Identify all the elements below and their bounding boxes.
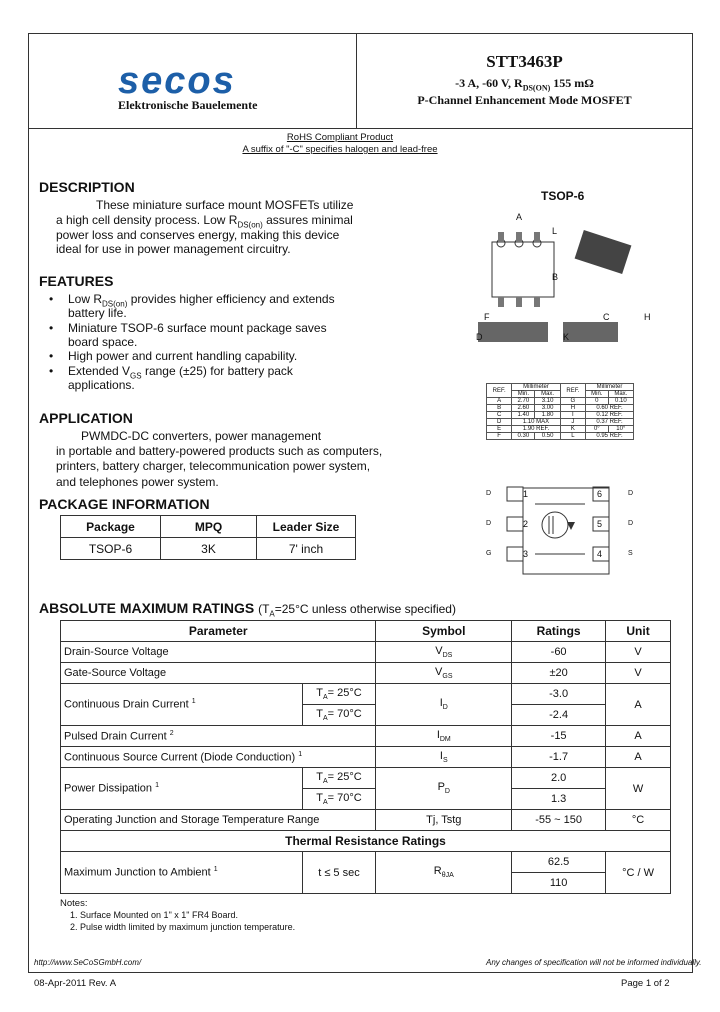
footer-page: Page 1 of 2 (621, 978, 670, 989)
dim-label-f: F (484, 312, 490, 322)
package-drawing-title: TSOP-6 (541, 189, 585, 203)
footer-date: 08-Apr-2011 Rev. A (34, 978, 117, 989)
description-line1: These miniature surface mount MOSFETs utilize (96, 198, 354, 212)
dim-label-h: H (644, 312, 651, 322)
pin-label: D (628, 520, 634, 527)
bullet-icon: • (49, 292, 54, 306)
dim-row: C 1.40 1.80 I 0.12 REF. (487, 412, 634, 419)
unit-header: Unit (606, 621, 671, 642)
application-line2: in portable and battery-powered products such as computers, (56, 444, 383, 458)
pin-label: D (486, 490, 492, 497)
table-row: $T_A= 70^\circ C$ -2.4 (61, 705, 671, 726)
amr-heading: ABSOLUTE MAXIMUM RATINGS ($T_A=25^\circ C$ unless otherwise specified) (39, 600, 456, 619)
package-header: Package (61, 516, 161, 538)
table-row: Power Dissipation $^1$ $T_A= 25^\circ C$ $P_D$ 2.0 W (61, 768, 671, 789)
table-row: Drain-Source Voltage $V_{DS}$ -60 V (61, 642, 671, 663)
leader-size-header: Leader Size (257, 516, 356, 538)
feature-4: Extended $V_{GS}$ range (±25) for battery pack (68, 364, 293, 381)
table-row: Continuous Source Current (Diode Conduction) $^1$ $I_S$ -1.7 A (61, 747, 671, 768)
part-description: P-Channel Enhancement Mode MOSFET (417, 93, 632, 107)
dim-max-header: Max. (535, 391, 560, 398)
application-line4: and telephones power system. (56, 475, 219, 489)
notes-title: Notes: (60, 898, 88, 909)
pin-label: G (486, 550, 492, 557)
feature-1-cont: battery life. (68, 306, 127, 320)
application-heading: APPLICATION (39, 410, 133, 426)
feature-2: Miniature TSOP-6 surface mount package saves (68, 321, 327, 335)
pin-label: S (628, 550, 633, 557)
dim-label-b: B (552, 272, 559, 282)
table-row: Maximum Junction to Ambient $^1$ t ≤ 5 sec $R_{\theta JA}$ 62.5 °C / W (61, 852, 671, 873)
pin-label: D (486, 520, 492, 527)
dim-ref-header: REF. (560, 384, 585, 398)
note-2: 2. Pulse width limited by maximum junction temperature. (70, 922, 296, 932)
dim-ref-header: REF. (487, 384, 512, 398)
table-row: 110 (61, 873, 671, 894)
pin-number: 2 (523, 519, 529, 529)
application-line3: printers, battery charger, telecommunication power system, (56, 459, 371, 473)
table-row: $T_A= 70^\circ C$ 1.3 (61, 789, 671, 810)
dim-row: A 2.70 3.10 G 0 0.10 (487, 398, 634, 405)
note-1: 1. Surface Mounted on 1" x 1" FR4 Board. (70, 910, 238, 920)
thermal-heading: Thermal Resistance Ratings (61, 831, 671, 852)
rohs-line1: RoHS Compliant Product (286, 132, 394, 143)
dim-min-header: Min. (586, 391, 609, 398)
dimension-table (486, 383, 634, 440)
bullet-icon: • (49, 364, 54, 378)
dim-mm-header: Millimeter (512, 384, 560, 391)
pin-number: 1 (523, 489, 529, 499)
description-line3: power loss and conserves energy, making this device (56, 228, 340, 242)
dim-max-header: Max. (608, 391, 633, 398)
feature-4-cont: applications. (68, 378, 135, 392)
header-divider (28, 128, 693, 129)
table-row: Pulsed Drain Current $^2$ $I_{DM}$ -15 A (61, 726, 671, 747)
feature-2-cont: board space. (68, 335, 138, 349)
dim-min-header: Min. (512, 391, 535, 398)
dim-label-a: A (516, 212, 523, 222)
feature-3: High power and current handling capability. (68, 349, 298, 363)
symbol-header: Symbol (376, 621, 512, 642)
dim-label-d: D (476, 332, 483, 342)
features-heading: FEATURES (39, 273, 114, 289)
dim-label-k: K (563, 332, 570, 342)
mpq-value: 3K (161, 538, 257, 560)
leader-size-value: 7' inch (257, 538, 356, 560)
package-info-heading: PACKAGE INFORMATION (39, 496, 210, 512)
application-line1: PWMDC-DC converters, power management (81, 429, 322, 443)
footer-url[interactable]: http://www.SeCoSGmbH.com/ (34, 958, 142, 967)
rohs-line2: A suffix of "-C" specifies halogen and lead-free (242, 144, 438, 155)
pin-number: 4 (597, 549, 603, 559)
amr-table (60, 620, 671, 894)
pin-number: 3 (523, 549, 529, 559)
dim-label-c: C (603, 312, 610, 322)
dim-mm-header: Millimeter (586, 384, 634, 391)
ratings-header: Ratings (512, 621, 606, 642)
part-spec: -3 A, -60 V, $R_{DS(ON)}$ 155 mΩ (455, 76, 594, 93)
dim-row: B 2.60 3.00 H 0.60 REF. (487, 405, 634, 412)
bullet-icon: • (49, 349, 54, 363)
param-header: Parameter (61, 621, 376, 642)
table-row: Operating Junction and Storage Temperature Range Tj, Tstg -55 ~ 150 °C (61, 810, 671, 831)
footer-disclaimer: Any changes of specification will not be informed individually. (486, 958, 702, 967)
dim-row: F 0.30 0.50 L 0.95 REF. (487, 433, 634, 440)
mpq-header: MPQ (161, 516, 257, 538)
package-value: TSOP-6 (61, 538, 161, 560)
pin-number: 5 (597, 519, 603, 529)
description-heading: DESCRIPTION (39, 179, 135, 195)
dim-row: D 1.10 MAX J 0.37 REF. (487, 419, 634, 426)
bullet-icon: • (49, 321, 54, 335)
feature-1: Low $R_{DS(on)}$ provides higher efficiency and extends (68, 292, 335, 309)
company-logo: secos (118, 60, 236, 102)
company-tagline: Elektronische Bauelemente (118, 98, 258, 112)
dim-row: E 1.90 REF. K 0° 10° (487, 426, 634, 433)
pin-label: D (628, 490, 634, 497)
table-row: Gate-Source Voltage $V_{GS}$ ±20 V (61, 663, 671, 684)
dim-label-l: L (552, 226, 558, 236)
part-number: STT3463P (486, 52, 563, 71)
description-line4: ideal for use in power management circuitry. (56, 242, 291, 256)
pin-number: 6 (597, 489, 603, 499)
description-line2: a high cell density process. Low $R_{DS(on)}$ assures minimal (56, 213, 353, 230)
table-row: Continuous Drain Current $^1$ $T_A= 25^\circ C$ $I_D$ -3.0 A (61, 684, 671, 705)
package-table (60, 515, 356, 560)
